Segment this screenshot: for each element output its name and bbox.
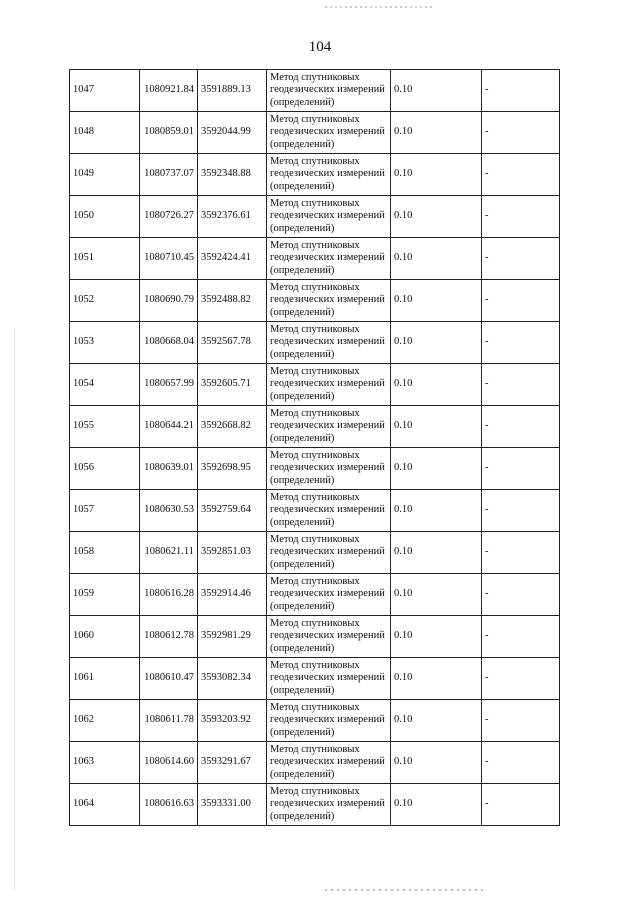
x-coordinate-cell: 1080668.04 xyxy=(140,322,198,364)
scan-artifact-top xyxy=(325,6,435,8)
note-cell: - xyxy=(482,532,560,574)
scan-margin-line xyxy=(14,330,15,890)
note-cell: - xyxy=(482,154,560,196)
method-cell xyxy=(267,490,391,532)
method-line: Метод спутниковых xyxy=(270,449,360,461)
accuracy-cell: 0.10 xyxy=(391,280,482,322)
accuracy-cell: 0.10 xyxy=(391,700,482,742)
accuracy-cell: 0.10 xyxy=(391,490,482,532)
method-line: Метод спутниковых xyxy=(270,785,360,797)
coordinates-table xyxy=(69,69,560,826)
table-row xyxy=(70,490,560,532)
method-line: Метод спутниковых xyxy=(270,617,360,629)
method-cell xyxy=(267,196,391,238)
table-row xyxy=(70,280,560,322)
method-line: (определений) xyxy=(270,642,335,654)
x-coordinate-cell: 1080630.53 xyxy=(140,490,198,532)
method-line: геодезических измерений xyxy=(270,462,385,474)
point-number-cell: 1056 xyxy=(70,448,140,490)
table-row xyxy=(70,448,560,490)
point-number-cell: 1055 xyxy=(70,406,140,448)
accuracy-cell: 0.10 xyxy=(391,448,482,490)
table-row xyxy=(70,322,560,364)
method-line: Метод спутниковых xyxy=(270,701,360,713)
accuracy-cell: 0.10 xyxy=(391,364,482,406)
note-cell: - xyxy=(482,448,560,490)
method-line: (определений) xyxy=(270,432,335,444)
x-coordinate-cell: 1080621.11 xyxy=(140,532,198,574)
accuracy-cell: 0.10 xyxy=(391,70,482,112)
note-cell: - xyxy=(482,196,560,238)
table-row xyxy=(70,154,560,196)
x-coordinate-cell: 1080616.63 xyxy=(140,784,198,826)
note-cell: - xyxy=(482,658,560,700)
method-line: Метод спутниковых xyxy=(270,155,360,167)
method-line: (определений) xyxy=(270,684,335,696)
method-line: Метод спутниковых xyxy=(270,491,360,503)
accuracy-cell: 0.10 xyxy=(391,742,482,784)
method-line: геодезических измерений xyxy=(270,630,385,642)
method-cell xyxy=(267,448,391,490)
x-coordinate-cell: 1080690.79 xyxy=(140,280,198,322)
method-line: геодезических измерений xyxy=(270,714,385,726)
method-line: Метод спутниковых xyxy=(270,323,360,335)
point-number-cell: 1050 xyxy=(70,196,140,238)
method-line: (определений) xyxy=(270,390,335,402)
method-line: (определений) xyxy=(270,306,335,318)
accuracy-cell: 0.10 xyxy=(391,574,482,616)
x-coordinate-cell: 1080859.01 xyxy=(140,112,198,154)
x-coordinate-cell: 1080921.84 xyxy=(140,70,198,112)
method-line: Метод спутниковых xyxy=(270,197,360,209)
method-line: Метод спутниковых xyxy=(270,113,360,125)
method-cell xyxy=(267,532,391,574)
accuracy-cell: 0.10 xyxy=(391,112,482,154)
x-coordinate-cell: 1080710.45 xyxy=(140,238,198,280)
y-coordinate-cell: 3593331.00 xyxy=(198,784,267,826)
x-coordinate-cell: 1080657.99 xyxy=(140,364,198,406)
method-line: Метод спутниковых xyxy=(270,743,360,755)
method-line: (определений) xyxy=(270,222,335,234)
method-line: Метод спутниковых xyxy=(270,365,360,377)
point-number-cell: 1048 xyxy=(70,112,140,154)
method-line: геодезических измерений xyxy=(270,126,385,138)
method-cell xyxy=(267,322,391,364)
method-line: геодезических измерений xyxy=(270,504,385,516)
method-line: (определений) xyxy=(270,600,335,612)
note-cell: - xyxy=(482,112,560,154)
method-line: геодезических измерений xyxy=(270,84,385,96)
method-line: геодезических измерений xyxy=(270,756,385,768)
point-number-cell: 1052 xyxy=(70,280,140,322)
accuracy-cell: 0.10 xyxy=(391,322,482,364)
note-cell: - xyxy=(482,406,560,448)
point-number-cell: 1059 xyxy=(70,574,140,616)
method-cell xyxy=(267,70,391,112)
method-line: (определений) xyxy=(270,138,335,150)
y-coordinate-cell: 3592914.46 xyxy=(198,574,267,616)
method-line: геодезических измерений xyxy=(270,798,385,810)
x-coordinate-cell: 1080644.21 xyxy=(140,406,198,448)
note-cell: - xyxy=(482,574,560,616)
method-line: (определений) xyxy=(270,348,335,360)
x-coordinate-cell: 1080737.07 xyxy=(140,154,198,196)
note-cell: - xyxy=(482,364,560,406)
method-line: Метод спутниковых xyxy=(270,659,360,671)
note-cell: - xyxy=(482,784,560,826)
table-row xyxy=(70,658,560,700)
point-number-cell: 1058 xyxy=(70,532,140,574)
method-line: Метод спутниковых xyxy=(270,281,360,293)
accuracy-cell: 0.10 xyxy=(391,238,482,280)
method-line: (определений) xyxy=(270,516,335,528)
y-coordinate-cell: 3592668.82 xyxy=(198,406,267,448)
note-cell: - xyxy=(482,700,560,742)
accuracy-cell: 0.10 xyxy=(391,406,482,448)
x-coordinate-cell: 1080616.28 xyxy=(140,574,198,616)
table-row xyxy=(70,70,560,112)
method-cell xyxy=(267,784,391,826)
x-coordinate-cell: 1080610.47 xyxy=(140,658,198,700)
accuracy-cell: 0.10 xyxy=(391,784,482,826)
y-coordinate-cell: 3592348.88 xyxy=(198,154,267,196)
y-coordinate-cell: 3592981.29 xyxy=(198,616,267,658)
method-line: Метод спутниковых xyxy=(270,239,360,251)
x-coordinate-cell: 1080611.78 xyxy=(140,700,198,742)
note-cell: - xyxy=(482,70,560,112)
y-coordinate-cell: 3592567.78 xyxy=(198,322,267,364)
method-line: Метод спутниковых xyxy=(270,71,360,83)
y-coordinate-cell: 3592605.71 xyxy=(198,364,267,406)
table-row xyxy=(70,742,560,784)
table-row xyxy=(70,616,560,658)
x-coordinate-cell: 1080639.01 xyxy=(140,448,198,490)
table-row xyxy=(70,574,560,616)
x-coordinate-cell: 1080726.27 xyxy=(140,196,198,238)
table-row xyxy=(70,406,560,448)
method-cell xyxy=(267,700,391,742)
page-number: 104 xyxy=(308,39,332,55)
y-coordinate-cell: 3592424.41 xyxy=(198,238,267,280)
accuracy-cell: 0.10 xyxy=(391,616,482,658)
method-line: геодезических измерений xyxy=(270,420,385,432)
method-line: геодезических измерений xyxy=(270,672,385,684)
method-cell xyxy=(267,364,391,406)
point-number-cell: 1049 xyxy=(70,154,140,196)
y-coordinate-cell: 3592698.95 xyxy=(198,448,267,490)
method-line: геодезических измерений xyxy=(270,168,385,180)
point-number-cell: 1064 xyxy=(70,784,140,826)
note-cell: - xyxy=(482,490,560,532)
accuracy-cell: 0.10 xyxy=(391,532,482,574)
note-cell: - xyxy=(482,238,560,280)
method-cell xyxy=(267,658,391,700)
point-number-cell: 1053 xyxy=(70,322,140,364)
point-number-cell: 1063 xyxy=(70,742,140,784)
method-line: (определений) xyxy=(270,558,335,570)
method-line: геодезических измерений xyxy=(270,210,385,222)
note-cell: - xyxy=(482,322,560,364)
accuracy-cell: 0.10 xyxy=(391,658,482,700)
method-cell xyxy=(267,742,391,784)
method-cell xyxy=(267,406,391,448)
point-number-cell: 1061 xyxy=(70,658,140,700)
table-row xyxy=(70,364,560,406)
table-row xyxy=(70,532,560,574)
point-number-cell: 1062 xyxy=(70,700,140,742)
method-line: (определений) xyxy=(270,726,335,738)
y-coordinate-cell: 3591889.13 xyxy=(198,70,267,112)
x-coordinate-cell: 1080614.60 xyxy=(140,742,198,784)
table-row xyxy=(70,112,560,154)
table-row xyxy=(70,784,560,826)
method-line: геодезических измерений xyxy=(270,336,385,348)
accuracy-cell: 0.10 xyxy=(391,154,482,196)
method-line: геодезических измерений xyxy=(270,378,385,390)
method-cell xyxy=(267,280,391,322)
y-coordinate-cell: 3593203.92 xyxy=(198,700,267,742)
table-row xyxy=(70,700,560,742)
method-line: Метод спутниковых xyxy=(270,575,360,587)
method-cell xyxy=(267,154,391,196)
method-cell xyxy=(267,574,391,616)
method-line: геодезических измерений xyxy=(270,588,385,600)
y-coordinate-cell: 3592759.64 xyxy=(198,490,267,532)
point-number-cell: 1047 xyxy=(70,70,140,112)
x-coordinate-cell: 1080612.78 xyxy=(140,616,198,658)
coordinates-table-body xyxy=(70,70,560,826)
method-cell xyxy=(267,112,391,154)
y-coordinate-cell: 3593291.67 xyxy=(198,742,267,784)
point-number-cell: 1060 xyxy=(70,616,140,658)
scan-artifact-bottom xyxy=(325,889,485,891)
note-cell: - xyxy=(482,616,560,658)
method-line: геодезических измерений xyxy=(270,546,385,558)
method-line: (определений) xyxy=(270,810,335,822)
note-cell: - xyxy=(482,280,560,322)
point-number-cell: 1057 xyxy=(70,490,140,532)
y-coordinate-cell: 3592851.03 xyxy=(198,532,267,574)
method-line: Метод спутниковых xyxy=(270,407,360,419)
method-line: (определений) xyxy=(270,768,335,780)
y-coordinate-cell: 3593082.34 xyxy=(198,658,267,700)
method-line: Метод спутниковых xyxy=(270,533,360,545)
method-line: (определений) xyxy=(270,474,335,486)
method-line: геодезических измерений xyxy=(270,252,385,264)
accuracy-cell: 0.10 xyxy=(391,196,482,238)
note-cell: - xyxy=(482,742,560,784)
y-coordinate-cell: 3592376.61 xyxy=(198,196,267,238)
table-row xyxy=(70,196,560,238)
point-number-cell: 1051 xyxy=(70,238,140,280)
method-cell xyxy=(267,616,391,658)
point-number-cell: 1054 xyxy=(70,364,140,406)
method-line: (определений) xyxy=(270,96,335,108)
method-line: (определений) xyxy=(270,264,335,276)
method-cell xyxy=(267,238,391,280)
method-line: геодезических измерений xyxy=(270,294,385,306)
y-coordinate-cell: 3592488.82 xyxy=(198,280,267,322)
method-line: (определений) xyxy=(270,180,335,192)
table-row xyxy=(70,238,560,280)
y-coordinate-cell: 3592044.99 xyxy=(198,112,267,154)
